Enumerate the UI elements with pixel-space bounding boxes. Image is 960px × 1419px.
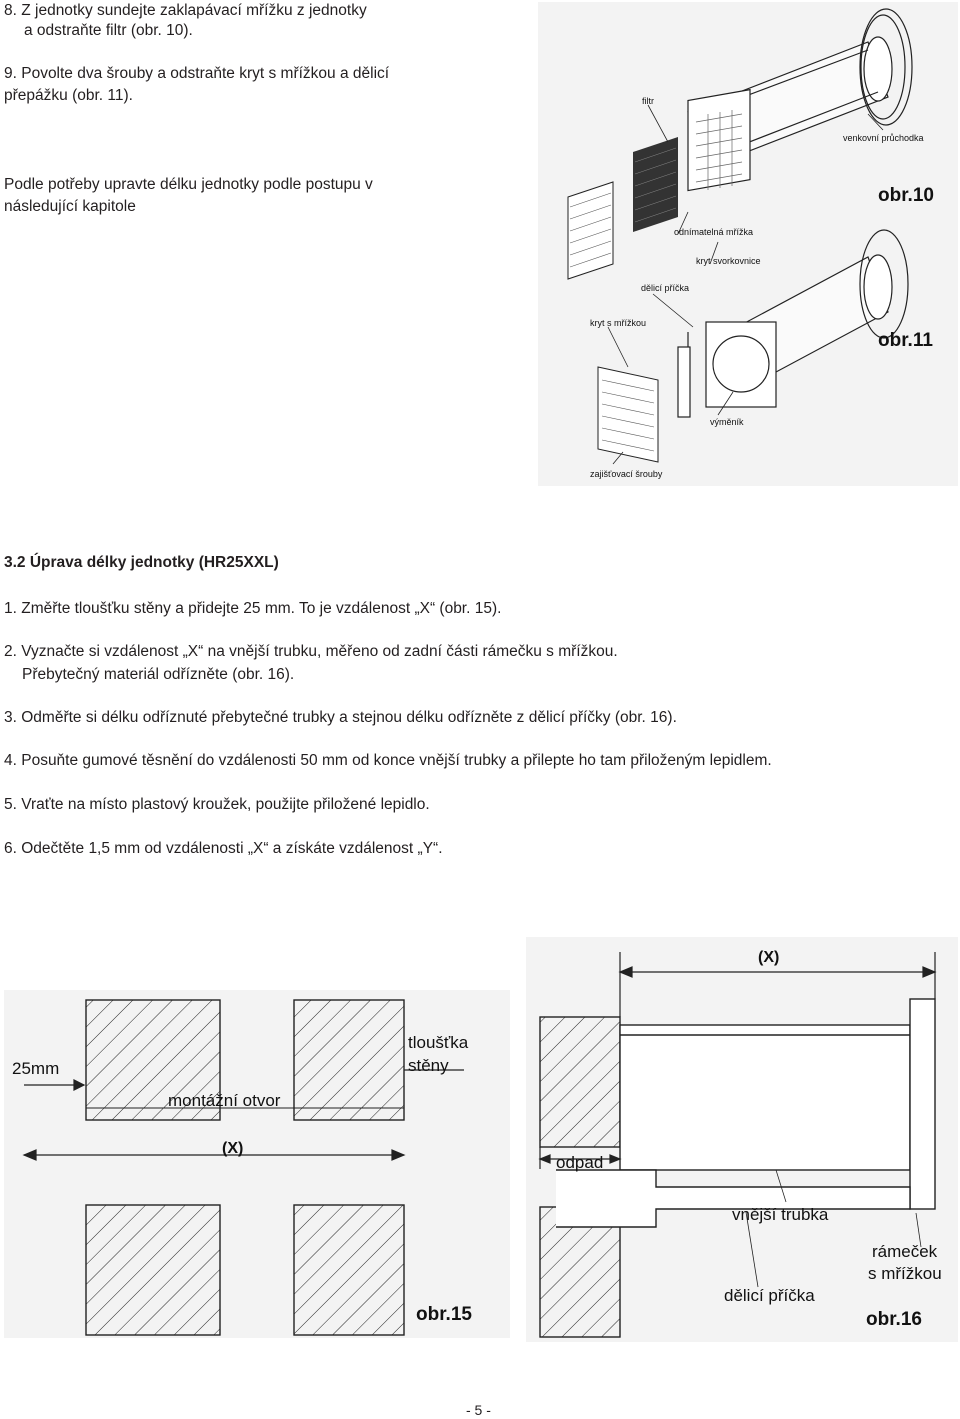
- label-kryt-s-mrizkou: kryt s mřížkou: [590, 318, 647, 328]
- wall-block-16-top: [540, 1017, 620, 1147]
- label-delici-pricka-16: dělicí příčka: [724, 1286, 815, 1305]
- label-kryt-svorkovnice: kryt svorkovnice: [696, 256, 761, 266]
- label-obr-11: obr.11: [878, 330, 933, 351]
- figure-16: [526, 937, 958, 1342]
- unit-upper-drawing: [688, 9, 912, 191]
- figure-10-11: [538, 2, 958, 486]
- note-line-1: Podle potřeby upravte délku jednotky podle postupu v: [4, 176, 373, 193]
- label-delici-pricka: dělicí příčka: [641, 283, 690, 293]
- label-ramecek-1: rámeček: [872, 1242, 938, 1261]
- label-tloustka-1: tloušťka: [408, 1033, 469, 1052]
- label-tloustka-2: stěny: [408, 1056, 449, 1075]
- removable-grille-drawing: [568, 182, 613, 279]
- step-8-line-1: 8. Z jednotky sundejte zaklapávací mřížku z jednotky: [4, 2, 367, 19]
- label-vymenik: výměník: [710, 417, 744, 427]
- label-zajistovaci-srouby: zajišťovací šrouby: [590, 469, 663, 479]
- step-6: 6. Odečtěte 1,5 mm od vzdálenosti „X“ a získáte vzdálenost „Y“.: [4, 840, 443, 857]
- note-line-2: následující kapitole: [4, 198, 136, 215]
- front-cover-drawing: [598, 367, 658, 462]
- label-obr-16: obr.16: [866, 1309, 922, 1330]
- wall-block-bottom-left: [86, 1205, 220, 1335]
- label-filtr: filtr: [642, 96, 654, 106]
- step-3: 3. Odměřte si délku odříznuté přebytečné trubky a stejnou délku odřízněte z dělicí příčky (obr. 16).: [4, 709, 677, 726]
- label-x-16: (X): [758, 949, 780, 966]
- label-odpad: odpad: [556, 1153, 604, 1172]
- step-8-line-2: a odstraňte filtr (obr. 10).: [24, 22, 193, 39]
- step-9-line-1: 9. Povolte dva šrouby a odstraňte kryt s mřížkou a dělicí: [4, 65, 390, 82]
- label-25mm: 25mm: [12, 1059, 60, 1078]
- filter-drawing: [633, 137, 678, 232]
- label-vnejsi-trubka: vnější trubka: [732, 1205, 829, 1224]
- label-obr-10: obr.10: [878, 185, 934, 206]
- figure-15: [4, 990, 510, 1338]
- label-ramecek-2: s mřížkou: [868, 1264, 942, 1283]
- wall-block-top-right: [294, 1000, 404, 1120]
- step-5: 5. Vraťte na místo plastový kroužek, použijte přiložené lepidlo.: [4, 796, 430, 813]
- section-heading: 3.2 Úprava délky jednotky (HR25XXL): [4, 554, 279, 571]
- wall-block-bottom-right: [294, 1205, 404, 1335]
- step-2: 2. Vyznačte si vzdálenost „X“ na vnější trubku, měřeno od zadní části rámečku s mřížkou.: [4, 643, 618, 660]
- step-9-line-2: přepážku (obr. 11).: [4, 87, 133, 104]
- label-x-15: (X): [222, 1140, 244, 1157]
- page-number: - 5 -: [466, 1402, 491, 1418]
- step-2-cont: Přebytečný materiál odřízněte (obr. 16).: [22, 666, 295, 683]
- label-odnimatelna-mrizka: odnímatelná mřížka: [674, 227, 754, 237]
- label-obr-15: obr.15: [416, 1304, 472, 1325]
- label-montazni-otvor: montážní otvor: [168, 1091, 281, 1110]
- step-4: 4. Posuňte gumové těsnění do vzdálenosti 50 mm od konce vnější trubky a přilepte ho tam přiloženým lepidlem.: [4, 752, 772, 769]
- label-venkovni-pruchodka: venkovní průchodka: [843, 133, 924, 143]
- step-1: 1. Změřte tloušťku stěny a přidejte 25 mm. To je vzdálenost „X“ (obr. 15).: [4, 600, 502, 617]
